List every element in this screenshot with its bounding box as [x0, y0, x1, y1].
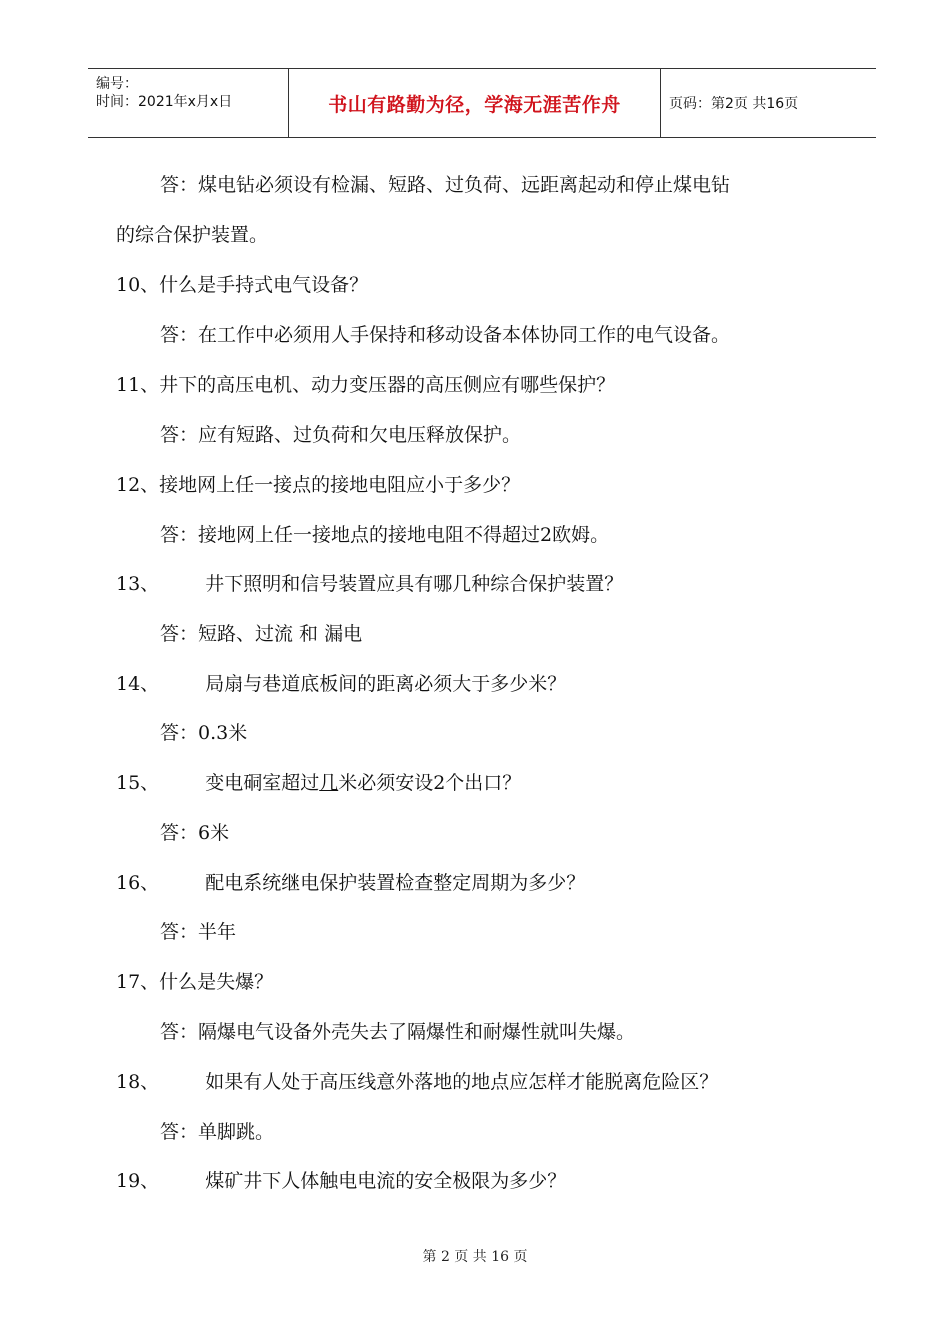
answer-17: 答：隔爆电气设备外壳失去了隔爆性和耐爆性就叫失爆。	[160, 1021, 636, 1043]
answer-9-line-1: 答：煤电钻必须设有检漏、短路、过负荷、远距离起动和停止煤电钻	[160, 174, 731, 196]
page-header	[88, 68, 876, 138]
question-13-number: 13、	[116, 573, 160, 595]
header-motto: 书山有路勤为径，学海无涯苦作舟	[328, 93, 621, 116]
question-15	[116, 771, 521, 795]
question-16-text: 配电系统继电保护装置检查整定周期为多少？	[205, 872, 586, 894]
question-14-text: 局扇与巷道底板间的距离必须大于多少米？	[205, 673, 567, 695]
question-15-number: 15、	[116, 772, 160, 794]
header-page-number: 页码：第2页 共16页	[669, 96, 799, 112]
question-18	[116, 1070, 718, 1094]
answer-16: 答：半年	[160, 921, 237, 943]
page-footer: 第 2 页 共 16 页	[422, 1249, 528, 1265]
question-13-text: 井下照明和信号装置应具有哪几种综合保护装置？	[205, 573, 624, 595]
answer-18: 答：单脚跳。	[160, 1121, 275, 1143]
question-16	[116, 871, 585, 895]
answer-9-line-2: 的综合保护装置。	[116, 224, 269, 246]
question-15-underlined: 几	[319, 772, 339, 794]
question-18-text: 如果有人处于高压线意外落地的地点应怎样才能脱离危险区？	[205, 1071, 719, 1093]
question-11: 11、井下的高压电机、动力变压器的高压侧应有哪些保护？	[116, 374, 616, 396]
question-18-number: 18、	[116, 1071, 160, 1093]
answer-15: 答：6米	[160, 822, 230, 844]
answer-12: 答：接地网上任一接地点的接地电阻不得超过2欧姆。	[160, 524, 610, 546]
date-label: 时间：2021年x月x日	[96, 94, 233, 110]
answer-14: 答：0.3米	[160, 722, 248, 744]
answer-11: 答：应有短路、过负荷和欠电压释放保护。	[160, 424, 522, 446]
question-15-text-pre: 变电硐室超过	[205, 772, 320, 794]
question-19-text: 煤矿井下人体触电电流的安全极限为多少？	[205, 1170, 567, 1192]
header-meta	[88, 69, 288, 137]
question-14-number: 14、	[116, 673, 160, 695]
question-15-text-post: 米必须安设2个出口？	[338, 772, 522, 794]
header-motto-cell	[288, 69, 661, 137]
header-page-cell	[661, 69, 876, 137]
serial-number-label: 编号：	[96, 76, 138, 92]
question-19-number: 19、	[116, 1170, 160, 1192]
answer-13: 答：短路、过流 和 漏电	[160, 623, 363, 645]
question-13	[116, 572, 623, 596]
question-19	[116, 1169, 566, 1193]
question-17: 17、什么是失爆？	[116, 971, 274, 993]
question-12: 12、接地网上任一接点的接地电阻应小于多少？	[116, 474, 521, 496]
question-14	[116, 672, 566, 696]
question-10: 10、什么是手持式电气设备？	[116, 274, 369, 296]
answer-10: 答：在工作中必须用人手保持和移动设备本体协同工作的电气设备。	[160, 324, 731, 346]
question-16-number: 16、	[116, 872, 160, 894]
